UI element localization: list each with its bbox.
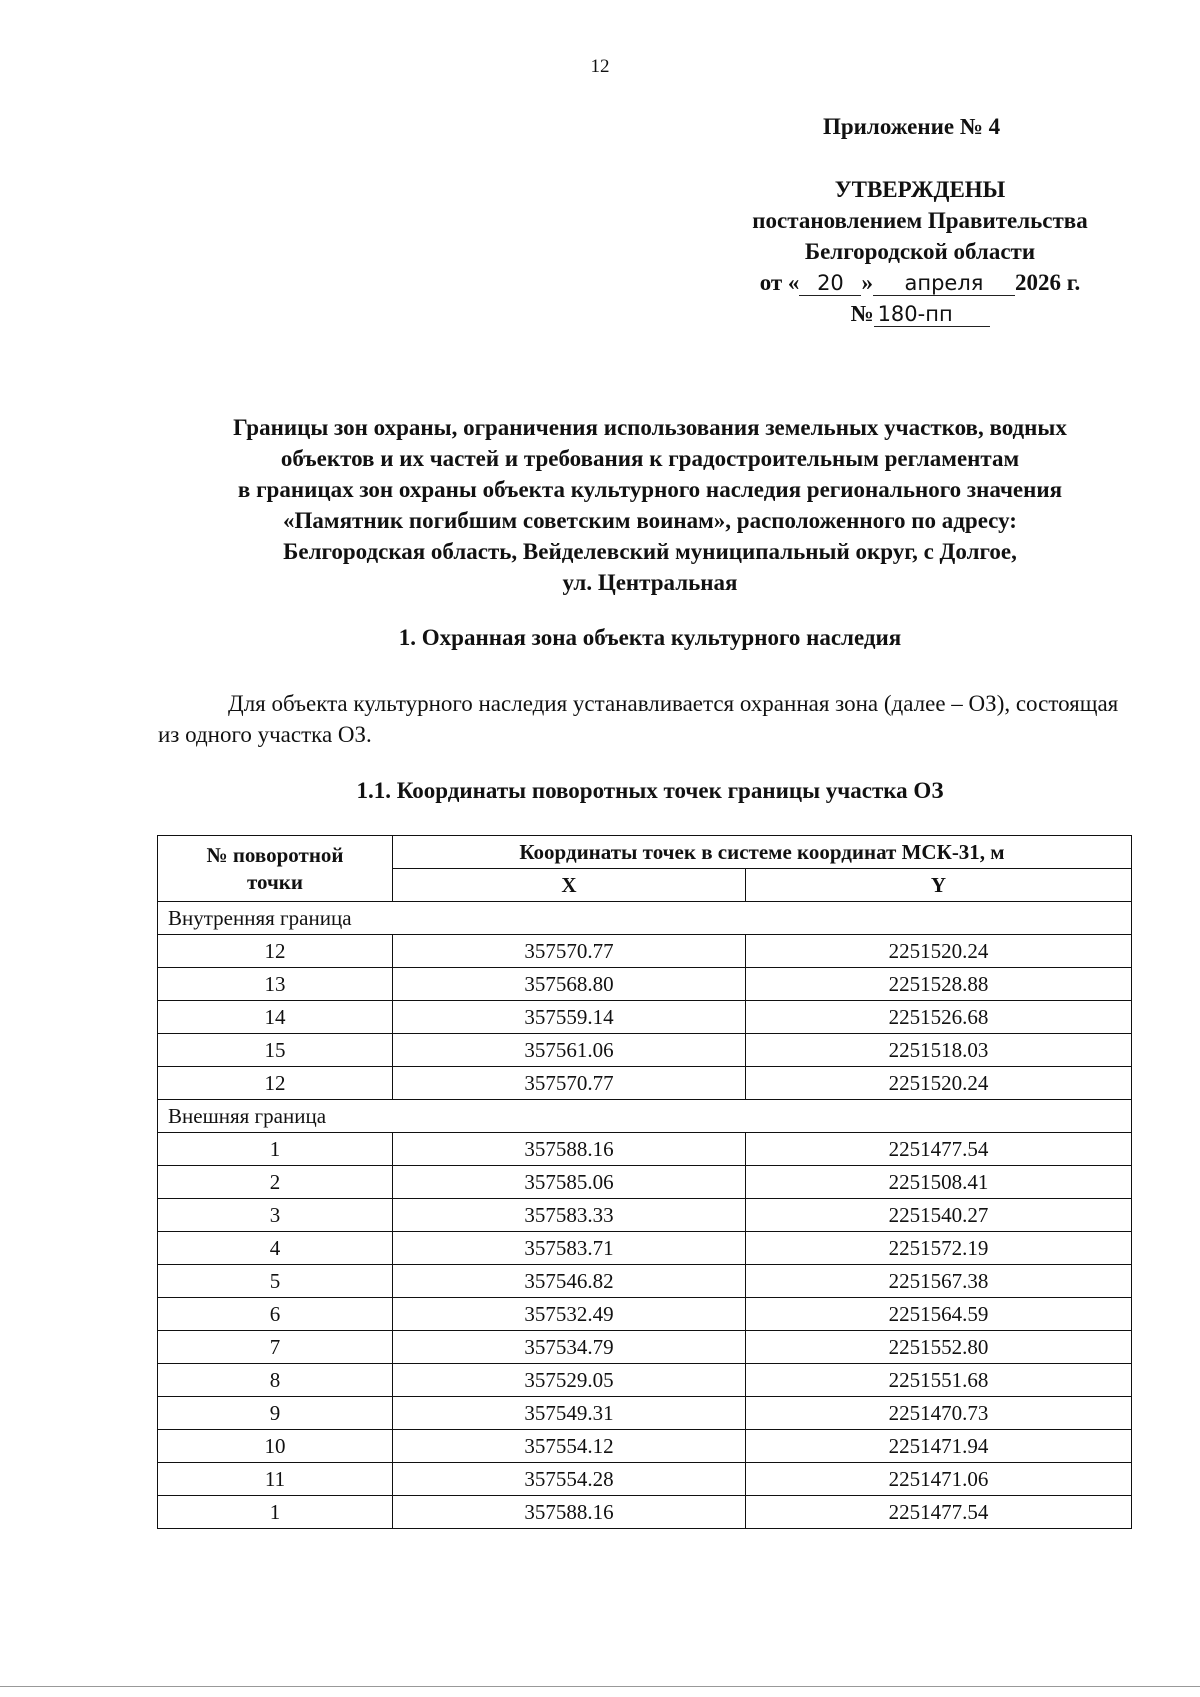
x-value: 357554.28	[393, 1463, 746, 1496]
title-line: ул. Центральная	[562, 570, 738, 595]
point-number: 8	[158, 1364, 393, 1397]
title-line: Границы зон охраны, ограничения использования земельных участков, водных	[233, 415, 1067, 440]
y-value: 2251470.73	[746, 1397, 1132, 1430]
y-value: 2251520.24	[746, 1067, 1132, 1100]
table-row	[158, 1331, 1132, 1364]
title-line: Белгородская область, Вейделевский муниципальный округ, с Долгое,	[283, 539, 1017, 564]
document-title	[140, 412, 1160, 598]
point-number: 11	[158, 1463, 393, 1496]
y-value: 2251518.03	[746, 1034, 1132, 1067]
coordinates-table	[157, 835, 1132, 1529]
approval-block	[720, 174, 1120, 329]
x-value: 357549.31	[393, 1397, 746, 1430]
approval-line-2: Белгородской области	[804, 239, 1036, 264]
appendix-label: Приложение № 4	[823, 114, 1001, 139]
header-point-line-2: точки	[246, 869, 304, 894]
y-value: 2251508.41	[746, 1166, 1132, 1199]
table-row	[158, 1199, 1132, 1232]
x-value: 357588.16	[393, 1496, 746, 1529]
y-value: 2251477.54	[746, 1496, 1132, 1529]
y-value: 2251471.06	[746, 1463, 1132, 1496]
point-number: 2	[158, 1166, 393, 1199]
date-month: апреля	[873, 271, 1015, 296]
point-number: 14	[158, 1001, 393, 1034]
point-number: 10	[158, 1430, 393, 1463]
y-value: 2251477.54	[746, 1133, 1132, 1166]
point-number: 12	[158, 1067, 393, 1100]
table-header-row	[158, 836, 1132, 869]
x-value: 357585.06	[393, 1166, 746, 1199]
y-value: 2251567.38	[746, 1265, 1132, 1298]
x-value: 357534.79	[393, 1331, 746, 1364]
header-y: Y	[746, 869, 1132, 902]
table-row	[158, 1430, 1132, 1463]
document-number: 180-пп	[874, 302, 990, 327]
table-row	[158, 1034, 1132, 1067]
number-prefix: №	[850, 301, 874, 326]
group-row-inner-boundary	[158, 902, 1132, 935]
table-row	[158, 1298, 1132, 1331]
table-row	[158, 968, 1132, 1001]
y-value: 2251564.59	[746, 1298, 1132, 1331]
x-value: 357561.06	[393, 1034, 746, 1067]
table-row	[158, 1232, 1132, 1265]
section-heading: 1. Охранная зона объекта культурного наследия	[398, 625, 902, 650]
x-value: 357588.16	[393, 1133, 746, 1166]
table-row	[158, 1067, 1132, 1100]
x-value: 357532.49	[393, 1298, 746, 1331]
group-label: Внутренняя граница	[158, 902, 1132, 935]
title-line: «Памятник погибшим советским воинам», расположенного по адресу:	[283, 508, 1017, 533]
point-number: 7	[158, 1331, 393, 1364]
table-heading: 1.1. Координаты поворотных точек границы участка ОЗ	[356, 778, 944, 803]
point-number: 12	[158, 935, 393, 968]
point-number: 1	[158, 1133, 393, 1166]
header-coordinates: Координаты точек в системе координат МСК-31, м	[393, 836, 1132, 869]
approval-title: УТВЕРЖДЕНЫ	[834, 177, 1006, 202]
table-row	[158, 1001, 1132, 1034]
approval-number	[720, 298, 1120, 329]
point-number: 5	[158, 1265, 393, 1298]
date-prefix: от «	[759, 270, 800, 295]
y-value: 2251471.94	[746, 1430, 1132, 1463]
x-value: 357529.05	[393, 1364, 746, 1397]
table-row	[158, 935, 1132, 968]
y-value: 2251528.88	[746, 968, 1132, 1001]
point-number: 15	[158, 1034, 393, 1067]
date-year: 2026 г.	[1014, 270, 1081, 295]
body-paragraph: Для объекта культурного наследия устанавливается охранная зона (далее – ОЗ), состоящая из одного участка ОЗ.	[158, 691, 1119, 747]
x-value: 357559.14	[393, 1001, 746, 1034]
date-day: 20	[799, 271, 861, 296]
y-value: 2251520.24	[746, 935, 1132, 968]
approval-line-1: постановлением Правительства	[752, 208, 1088, 233]
table-row	[158, 1496, 1132, 1529]
header-point-line-1: № поворотной	[206, 842, 344, 867]
x-value: 357570.77	[393, 935, 746, 968]
point-number: 13	[158, 968, 393, 1001]
y-value: 2251552.80	[746, 1331, 1132, 1364]
y-value: 2251526.68	[746, 1001, 1132, 1034]
point-number: 9	[158, 1397, 393, 1430]
y-value: 2251572.19	[746, 1232, 1132, 1265]
table-row	[158, 1463, 1132, 1496]
table-row	[158, 1166, 1132, 1199]
point-number: 4	[158, 1232, 393, 1265]
approval-date	[720, 267, 1120, 298]
table-row	[158, 1265, 1132, 1298]
header-x: X	[393, 869, 746, 902]
point-number: 1	[158, 1496, 393, 1529]
table-row	[158, 1364, 1132, 1397]
group-row-outer-boundary	[158, 1100, 1132, 1133]
y-value: 2251540.27	[746, 1199, 1132, 1232]
date-mid: »	[861, 270, 873, 295]
point-number: 6	[158, 1298, 393, 1331]
x-value: 357583.71	[393, 1232, 746, 1265]
title-line: объектов и их частей и требования к градостроительным регламентам	[280, 446, 1020, 471]
point-number: 3	[158, 1199, 393, 1232]
x-value: 357554.12	[393, 1430, 746, 1463]
title-line: в границах зон охраны объекта культурного наследия регионального значения	[237, 477, 1063, 502]
page-number: 12	[590, 56, 610, 77]
group-label: Внешняя граница	[158, 1100, 1132, 1133]
header-point-number	[158, 836, 393, 902]
y-value: 2251551.68	[746, 1364, 1132, 1397]
x-value: 357568.80	[393, 968, 746, 1001]
table-row	[158, 1397, 1132, 1430]
x-value: 357570.77	[393, 1067, 746, 1100]
x-value: 357583.33	[393, 1199, 746, 1232]
table-row	[158, 1133, 1132, 1166]
scan-edge-line	[0, 1686, 1200, 1687]
x-value: 357546.82	[393, 1265, 746, 1298]
